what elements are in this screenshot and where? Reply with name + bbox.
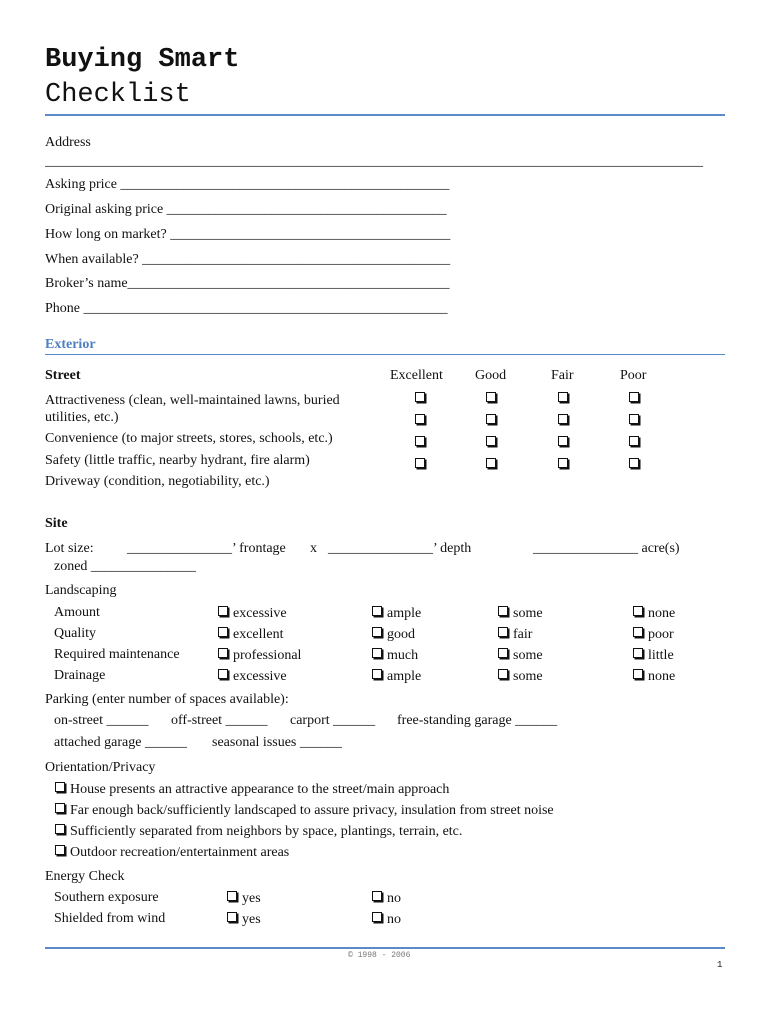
landscaping-option[interactable] xyxy=(633,669,675,684)
option-label: excellent xyxy=(233,627,284,642)
option-label: excessive xyxy=(233,669,287,684)
item-label: Far enough back/sufficiently landscaped to assure privacy, insulation from street noise xyxy=(70,803,554,818)
checkbox-icon[interactable] xyxy=(498,606,508,616)
parking-attached-garage-field[interactable]: attached garage ______ xyxy=(54,735,187,750)
landscaping-option[interactable] xyxy=(498,606,543,621)
parking-on-street-field[interactable]: on-street ______ xyxy=(54,713,149,728)
option-label: no xyxy=(387,891,401,906)
landscaping-option[interactable] xyxy=(372,648,418,663)
option-label: excessive xyxy=(233,606,287,621)
option-label: much xyxy=(387,648,419,663)
title-line-2: Checklist xyxy=(45,80,191,110)
checkbox-icon[interactable] xyxy=(372,627,382,637)
landscaping-option[interactable] xyxy=(218,627,284,642)
checkbox-icon[interactable] xyxy=(218,627,228,637)
street-item-safety: Safety (little traffic, nearby hydrant, fire alarm) xyxy=(45,453,310,468)
option-label: good xyxy=(387,627,415,642)
checkbox-row2-excellent[interactable] xyxy=(415,414,425,424)
street-item-attractiveness-cont: utilities, etc.) xyxy=(45,410,119,425)
checkbox-safety-fair[interactable] xyxy=(558,458,568,468)
checklist-page xyxy=(45,0,725,1024)
energy-row-label: Southern exposure xyxy=(54,890,159,905)
option-label: none xyxy=(648,606,676,621)
checkbox-convenience-fair[interactable] xyxy=(558,436,568,446)
checkbox-safety-poor[interactable] xyxy=(629,458,639,468)
landscaping-option[interactable] xyxy=(498,669,543,684)
lot-size-label: Lot size: xyxy=(45,541,94,556)
checkbox-safety-good[interactable] xyxy=(486,458,496,468)
parking-label: Parking (enter number of spaces available): xyxy=(45,692,289,707)
checkbox-icon[interactable] xyxy=(227,912,237,922)
rating-header-excellent: Excellent xyxy=(390,368,443,383)
checkbox-attractiveness-poor[interactable] xyxy=(629,392,639,402)
exterior-divider xyxy=(45,354,725,355)
energy-no-option[interactable] xyxy=(372,891,401,906)
landscaping-option[interactable] xyxy=(218,648,301,663)
lot-depth-field[interactable]: _______________’ depth xyxy=(328,541,472,556)
item-label: Sufficiently separated from neighbors by space, plantings, terrain, etc. xyxy=(70,824,463,839)
option-label: professional xyxy=(233,648,302,663)
orientation-item[interactable] xyxy=(55,845,289,860)
checkbox-icon[interactable] xyxy=(55,782,65,792)
asking-price-field[interactable]: Asking price _______________________________________________ xyxy=(45,177,450,192)
time-on-market-field[interactable]: How long on market? ________________________________________ xyxy=(45,227,451,242)
option-label: some xyxy=(513,606,543,621)
landscaping-option[interactable] xyxy=(372,627,415,642)
when-available-field[interactable]: When available? ____________________________________________ xyxy=(45,252,451,267)
page-number: 1 xyxy=(717,960,723,970)
option-label: ample xyxy=(387,606,422,621)
option-label: no xyxy=(387,912,401,927)
exterior-heading: Exterior xyxy=(45,337,96,352)
checkbox-safety-excellent[interactable] xyxy=(415,458,425,468)
landscaping-option[interactable] xyxy=(633,648,674,663)
checkbox-icon[interactable] xyxy=(498,669,508,679)
checkbox-icon[interactable] xyxy=(372,891,382,901)
checkbox-attractiveness-good[interactable] xyxy=(486,392,496,402)
checkbox-icon[interactable] xyxy=(218,648,228,658)
checkbox-icon[interactable] xyxy=(498,648,508,658)
title-divider xyxy=(45,114,725,116)
landscaping-row-label: Amount xyxy=(54,605,100,620)
orientation-item[interactable] xyxy=(55,782,449,797)
checkbox-icon[interactable] xyxy=(218,606,228,616)
broker-name-field[interactable]: Broker’s name______________________________________________ xyxy=(45,276,450,291)
zoned-field[interactable]: zoned _______________ xyxy=(54,559,196,574)
parking-free-standing-garage-field[interactable]: free-standing garage ______ xyxy=(397,713,558,728)
checkbox-icon[interactable] xyxy=(227,891,237,901)
energy-yes-option[interactable] xyxy=(227,891,261,906)
checkbox-icon[interactable] xyxy=(218,669,228,679)
parking-seasonal-issues-field[interactable]: seasonal issues ______ xyxy=(212,735,342,750)
energy-yes-option[interactable] xyxy=(227,912,261,927)
title-line-1: Buying Smart xyxy=(45,45,240,75)
checkbox-convenience-excellent[interactable] xyxy=(415,436,425,446)
checkbox-icon[interactable] xyxy=(372,669,382,679)
street-item-attractiveness: Attractiveness (clean, well-maintained lawns, buried xyxy=(45,393,340,408)
original-asking-price-field[interactable]: Original asking price ________________________________________ xyxy=(45,202,447,217)
street-item-convenience: Convenience (to major streets, stores, schools, etc.) xyxy=(45,431,333,446)
landscaping-option[interactable] xyxy=(372,606,421,621)
rating-header-fair: Fair xyxy=(551,368,574,383)
checkbox-icon[interactable] xyxy=(55,803,65,813)
address-label: Address xyxy=(45,135,91,150)
orientation-item[interactable] xyxy=(55,803,554,818)
option-label: yes xyxy=(242,912,261,927)
orientation-item[interactable] xyxy=(55,824,462,839)
footer-divider xyxy=(45,947,725,949)
parking-off-street-field[interactable]: off-street ______ xyxy=(171,713,268,728)
checkbox-icon[interactable] xyxy=(498,627,508,637)
option-label: little xyxy=(648,648,674,663)
street-item-driveway: Driveway (condition, negotiability, etc.) xyxy=(45,474,270,489)
checkbox-icon[interactable] xyxy=(633,669,643,679)
energy-no-option[interactable] xyxy=(372,912,401,927)
checkbox-icon[interactable] xyxy=(55,845,65,855)
lot-times-sign: x xyxy=(310,541,317,556)
rating-header-good: Good xyxy=(475,368,507,383)
street-heading: Street xyxy=(45,368,81,383)
landscaping-row-label: Required maintenance xyxy=(54,647,180,662)
copyright: © 1998 - 2006 xyxy=(348,951,411,960)
landscaping-label: Landscaping xyxy=(45,583,117,598)
parking-carport-field[interactable]: carport ______ xyxy=(290,713,376,728)
option-label: ample xyxy=(387,669,422,684)
landscaping-option[interactable] xyxy=(218,606,287,621)
option-label: poor xyxy=(648,627,674,642)
landscaping-row-label: Drainage xyxy=(54,668,106,683)
checkbox-icon[interactable] xyxy=(633,606,643,616)
option-label: fair xyxy=(513,627,533,642)
checkbox-icon[interactable] xyxy=(55,824,65,834)
energy-check-label: Energy Check xyxy=(45,869,125,884)
checkbox-icon[interactable] xyxy=(372,912,382,922)
address-field[interactable]: ______________________________________________________________________________________________ xyxy=(45,155,703,169)
lot-frontage-field[interactable]: _______________’ frontage xyxy=(127,541,286,556)
checkbox-icon[interactable] xyxy=(633,648,643,658)
lot-acres-field[interactable]: _______________ acre(s) xyxy=(533,541,680,556)
landscaping-option[interactable] xyxy=(633,627,674,642)
site-heading: Site xyxy=(45,516,68,531)
landscaping-option[interactable] xyxy=(498,648,543,663)
rating-header-poor: Poor xyxy=(620,368,647,383)
checkbox-row2-good[interactable] xyxy=(486,414,496,424)
checkbox-row2-fair[interactable] xyxy=(558,414,568,424)
checkbox-convenience-poor[interactable] xyxy=(629,436,639,446)
energy-row-label: Shielded from wind xyxy=(54,911,166,926)
option-label: yes xyxy=(242,891,261,906)
checkbox-attractiveness-fair[interactable] xyxy=(558,392,568,402)
phone-field[interactable]: Phone ____________________________________________________ xyxy=(45,301,448,316)
checkbox-icon[interactable] xyxy=(372,606,382,616)
option-label: some xyxy=(513,669,543,684)
landscaping-row-label: Quality xyxy=(54,626,96,641)
checkbox-attractiveness-excellent[interactable] xyxy=(415,392,425,402)
landscaping-option[interactable] xyxy=(372,669,421,684)
option-label: some xyxy=(513,648,543,663)
landscaping-option[interactable] xyxy=(218,669,287,684)
landscaping-option[interactable] xyxy=(498,627,532,642)
item-label: House presents an attractive appearance to the street/main approach xyxy=(70,782,450,797)
option-label: none xyxy=(648,669,676,684)
item-label: Outdoor recreation/entertainment areas xyxy=(70,845,290,860)
landscaping-option[interactable] xyxy=(633,606,675,621)
checkbox-row2-poor[interactable] xyxy=(629,414,639,424)
checkbox-icon[interactable] xyxy=(633,627,643,637)
checkbox-icon[interactable] xyxy=(372,648,382,658)
checkbox-convenience-good[interactable] xyxy=(486,436,496,446)
orientation-label: Orientation/Privacy xyxy=(45,760,156,775)
